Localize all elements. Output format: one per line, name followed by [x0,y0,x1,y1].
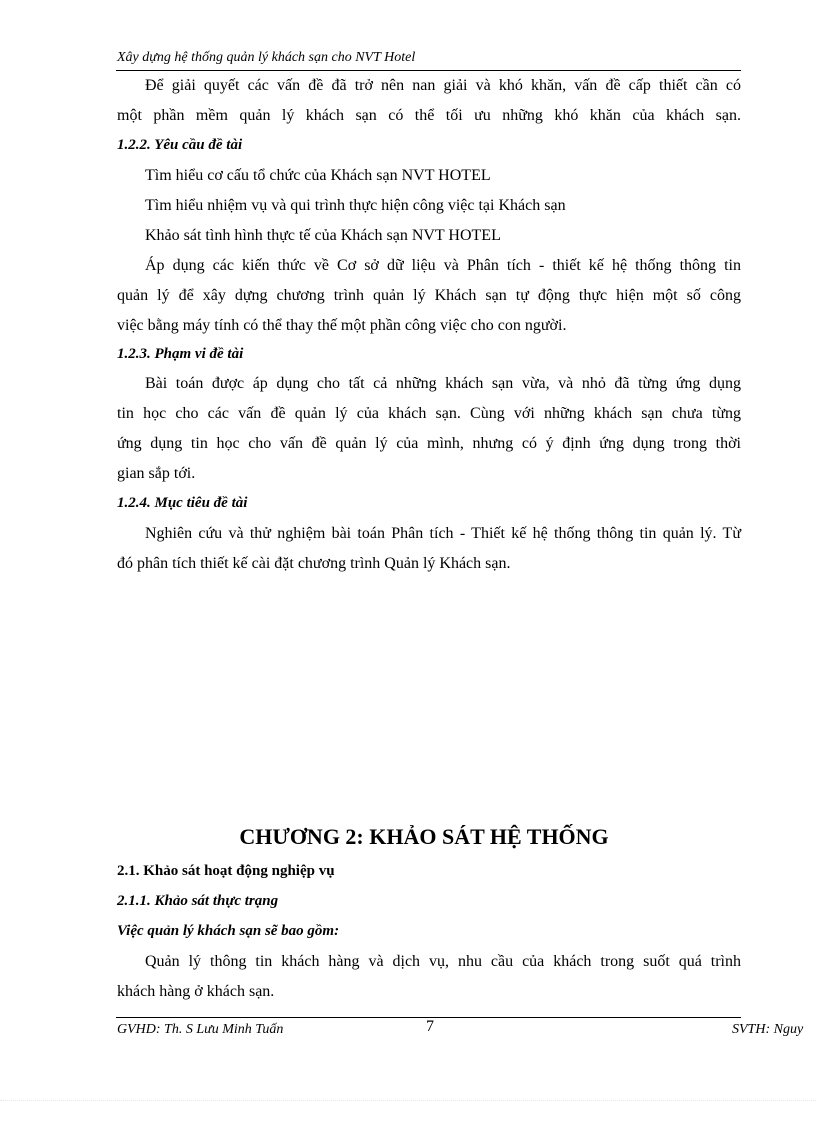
scope-line-1: Bài toán được áp dụng cho tất cả những khách sạn vừa, và nhỏ đã từng ứng dụng [145,375,741,392]
heading-1-2-2: 1.2.2. Yêu cầu đề tài [117,137,243,153]
chapter-title: CHƯƠNG 2: KHẢO SÁT HỆ THỐNG [239,824,609,849]
heading-2-1-1: 2.1.1. Khảo sát thực trạng [117,893,279,909]
survey-line-1: Quản lý thông tin khách hàng và dịch vụ, nhu cầu của khách trong suốt quá trình [145,953,741,970]
scope-line-3: ứng dụng tin học cho vấn đề quản lý của mình, nhưng có ý định ứng dụng trong thời [117,435,741,452]
running-header: Xây dựng hệ thống quản lý khách sạn cho NVT Hotel [117,50,416,65]
page-number: 7 [426,1018,434,1035]
scope-line-2: tin học cho các vấn đề quản lý của khách sạn. Cùng với những khách sạn chưa từng [117,405,741,422]
heading-2-1: 2.1. Khảo sát hoạt động nghiệp vụ [117,863,335,879]
intro-line-2: một phần mềm quản lý khách sạn có thể tối ưu những khó khăn của khách sạn. [117,107,741,124]
heading-1-2-4: 1.2.4. Mục tiêu đề tài [117,495,248,511]
footer-student: SVTH: Nguy [732,1022,804,1037]
requirement-para-line-2: quản lý để xây dựng chương trình quản lý Khách sạn tự động thực hiện một số công [117,287,741,304]
header-rule [116,70,741,71]
page-edge-divider [0,1100,816,1101]
requirement-item-1: Tìm hiểu cơ cấu tổ chức của Khách sạn NVT HOTEL [145,167,491,184]
requirement-para-line-1: Áp dụng các kiến thức về Cơ sở dữ liệu và Phân tích - thiết kế hệ thống thông tin [145,257,741,274]
footer-advisor: GVHD: Th. S Lưu Minh Tuấn [117,1022,284,1037]
heading-1-2-3: 1.2.3. Phạm vi đề tài [117,346,244,362]
survey-line-2: khách hàng ở khách sạn. [117,983,275,1000]
scope-line-4: gian sắp tới. [117,465,196,482]
subheading-management-scope: Việc quản lý khách sạn sẽ bao gồm: [117,923,340,939]
objective-line-2: đó phân tích thiết kế cài đặt chương trình Quản lý Khách sạn. [117,555,511,572]
requirement-item-2: Tìm hiểu nhiệm vụ và qui trình thực hiện công việc tại Khách sạn [145,197,566,214]
requirement-para-line-3: việc bằng máy tính có thể thay thế một phần công việc cho con người. [117,317,567,334]
requirement-item-3: Khảo sát tình hình thực tế của Khách sạn NVT HOTEL [145,227,501,244]
objective-line-1: Nghiên cứu và thử nghiệm bài toán Phân tích - Thiết kế hệ thống thông tin quản lý. Từ [145,525,741,542]
intro-line-1: Để giải quyết các vấn đề đã trở nên nan giải và khó khăn, vấn đề cấp thiết cần có [145,77,741,94]
